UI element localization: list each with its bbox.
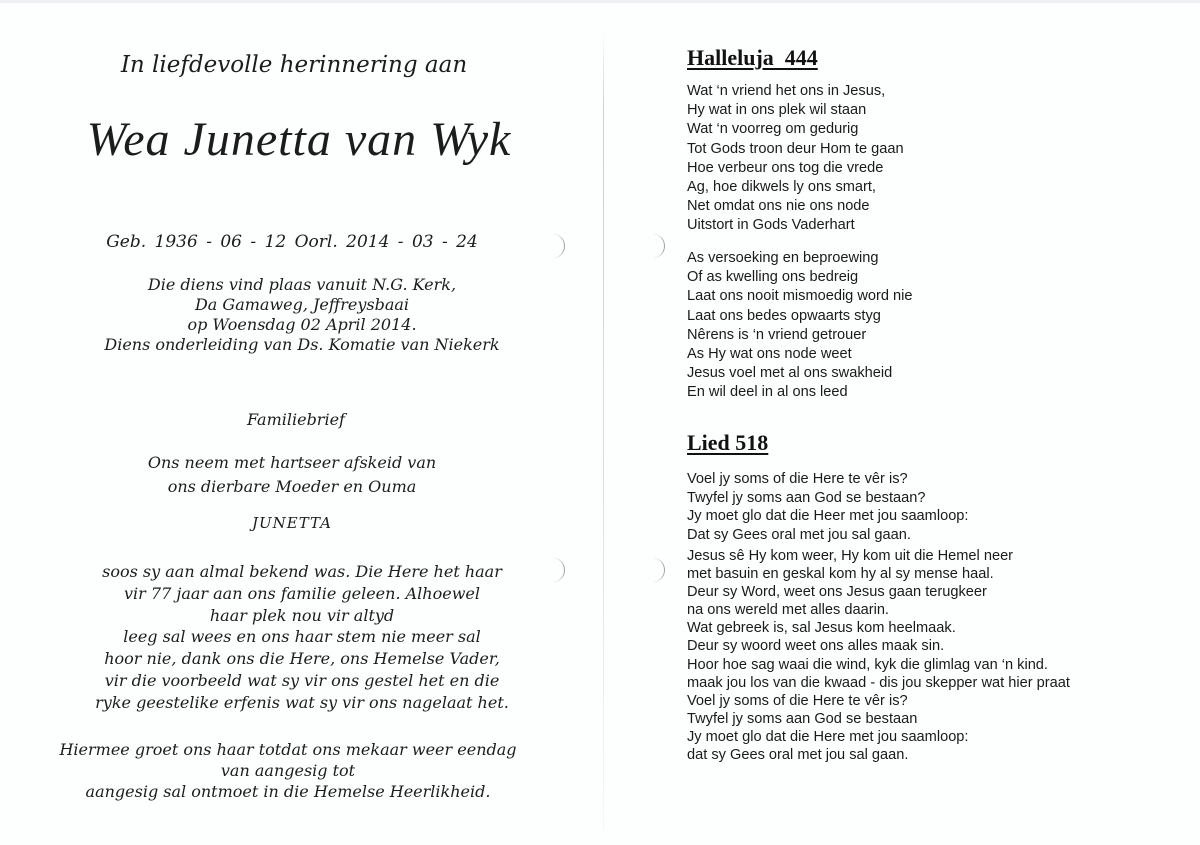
service-line: Diens onderleiding van Ds. Komatie van Niekerk	[104, 335, 500, 354]
hymn-title-halleluja-444: Halleluja 444	[687, 45, 818, 70]
verse-line: Twyfel jy soms aan God se bestaan	[687, 710, 918, 727]
verse-line: met basuin en geskal kom hy al sy mense haal.	[687, 566, 994, 583]
verse-line: Of as kwelling ons bedreig	[687, 269, 859, 286]
verse-line: Jy moet glo dat die Heer met jou saamloop:	[687, 508, 969, 525]
verse-line: na ons wereld met alles daarin.	[687, 602, 889, 619]
farewell-line: aangesig sal ontmoet in die Hemelse Heerlikheid.	[85, 782, 491, 801]
right-page	[604, 0, 1200, 845]
verse-line: Jesus sê Hy kom weer, Hy kom uit die Hemel neer	[687, 548, 1014, 564]
deceased-name: Wea Junetta van Wyk	[86, 113, 512, 166]
verse-line: Twyfel jy soms aan God se bestaan?	[687, 489, 926, 506]
verse-line: Hoe verbeur ons tog die vrede	[687, 159, 884, 176]
farewell-line: van aangesig tot	[220, 761, 356, 780]
verse-line: Net omdat ons nie ons node	[687, 198, 870, 215]
verse-line: Tot Gods troon deur Hom te gaan	[687, 140, 904, 157]
verse-line: Voel jy soms of die Here te vêr is?	[687, 471, 908, 487]
verse-line: Voel jy soms of die Here te vêr is?	[687, 692, 908, 709]
verse-line: Deur sy Word, weet ons Jesus gaan terugkeer	[687, 584, 987, 601]
verse-line: Laat ons bedes opwaarts styg	[687, 307, 881, 324]
verse-line: As Hy wat ons node weet	[687, 346, 852, 363]
hymn-verse	[687, 249, 913, 403]
letter-line: leeg sal wees en ons haar stem nie meer sal	[123, 627, 481, 647]
hymn-verse	[687, 547, 1070, 764]
hymn-verse	[687, 82, 904, 236]
family-name: JUNETTA	[251, 514, 333, 532]
service-line: Die diens vind plaas vanuit N.G. Kerk,	[147, 275, 457, 294]
letter-line: ryke geestelike erfenis wat sy vir ons nagelaat het.	[95, 692, 509, 712]
service-line: Da Gamaweg, Jeffreysbaai	[194, 295, 410, 314]
verse-line: dat sy Gees oral met jou sal gaan.	[687, 747, 909, 764]
memory-line: In liefdevolle herinnering aan	[120, 52, 468, 78]
hymn-verse	[687, 470, 968, 544]
family-intro	[0, 451, 594, 499]
verse-line: En wil deel in al ons leed	[687, 384, 848, 401]
verse-line: Wat ‘n vriend het ons in Jesus,	[687, 83, 886, 99]
verse-line: Uitstort in Gods Vaderhart	[687, 217, 855, 234]
verse-line: Jy moet glo dat die Here met jou saamloop:	[687, 728, 969, 745]
verse-line: Wat gebreek is, sal Jesus kom heelmaak.	[687, 620, 956, 637]
birth-death-dates: Geb. 1936 - 06 - 12 Oorl. 2014 - 03 - 24	[106, 232, 478, 252]
service-line: op Woensdag 02 April 2014.	[187, 315, 417, 334]
letter-line: vir die voorbeeld wat sy vir ons gestel het en die	[104, 670, 500, 690]
verse-line: Hy wat in ons plek wil staan	[687, 102, 867, 119]
verse-line: As versoeking en beproewing	[687, 250, 879, 266]
verse-line: maak jou los van die kwaad - dis jou skepper wat hier praat	[687, 674, 1070, 691]
verse-line: Dat sy Gees oral met jou sal gaan.	[687, 526, 911, 543]
letter-body	[0, 561, 604, 714]
verse-line: Ag, hoe dikwels ly ons smart,	[687, 179, 876, 196]
letter-line: hoor nie, dank ons die Here, ons Hemelse Vader,	[104, 649, 500, 669]
farewell	[0, 739, 590, 802]
family-intro-line: Ons neem met hartseer afskeid van	[147, 453, 437, 472]
verse-line: Deur sy woord weet ons alles maak sin.	[687, 638, 945, 655]
farewell-line: Hiermee groet ons haar totdat ons mekaar weer eendag	[59, 740, 517, 759]
family-letter-heading: Familiebrief	[247, 410, 345, 429]
letter-line: soos sy aan almal bekend was. Die Here het haar	[102, 562, 502, 581]
family-intro-line: ons dierbare Moeder en Ouma	[167, 477, 417, 496]
verse-line: Laat ons nooit mismoedig word nie	[687, 288, 913, 305]
hymn-title-lied-518: Lied 518	[687, 430, 769, 455]
verse-line: Wat ‘n voorreg om gedurig	[687, 121, 859, 138]
verse-line: Jesus voel met al ons swakheid	[687, 365, 893, 382]
letter-line: haar plek nou vir altyd	[209, 605, 395, 625]
verse-line: Hoor hoe sag waai die wind, kyk die glimlag van ‘n kind.	[687, 656, 1048, 673]
letter-line: vir 77 jaar aan ons familie geleen. Alhoewel	[124, 583, 480, 603]
service-details	[0, 275, 604, 355]
verse-line: Nêrens is ‘n vriend getrouer	[687, 326, 867, 343]
